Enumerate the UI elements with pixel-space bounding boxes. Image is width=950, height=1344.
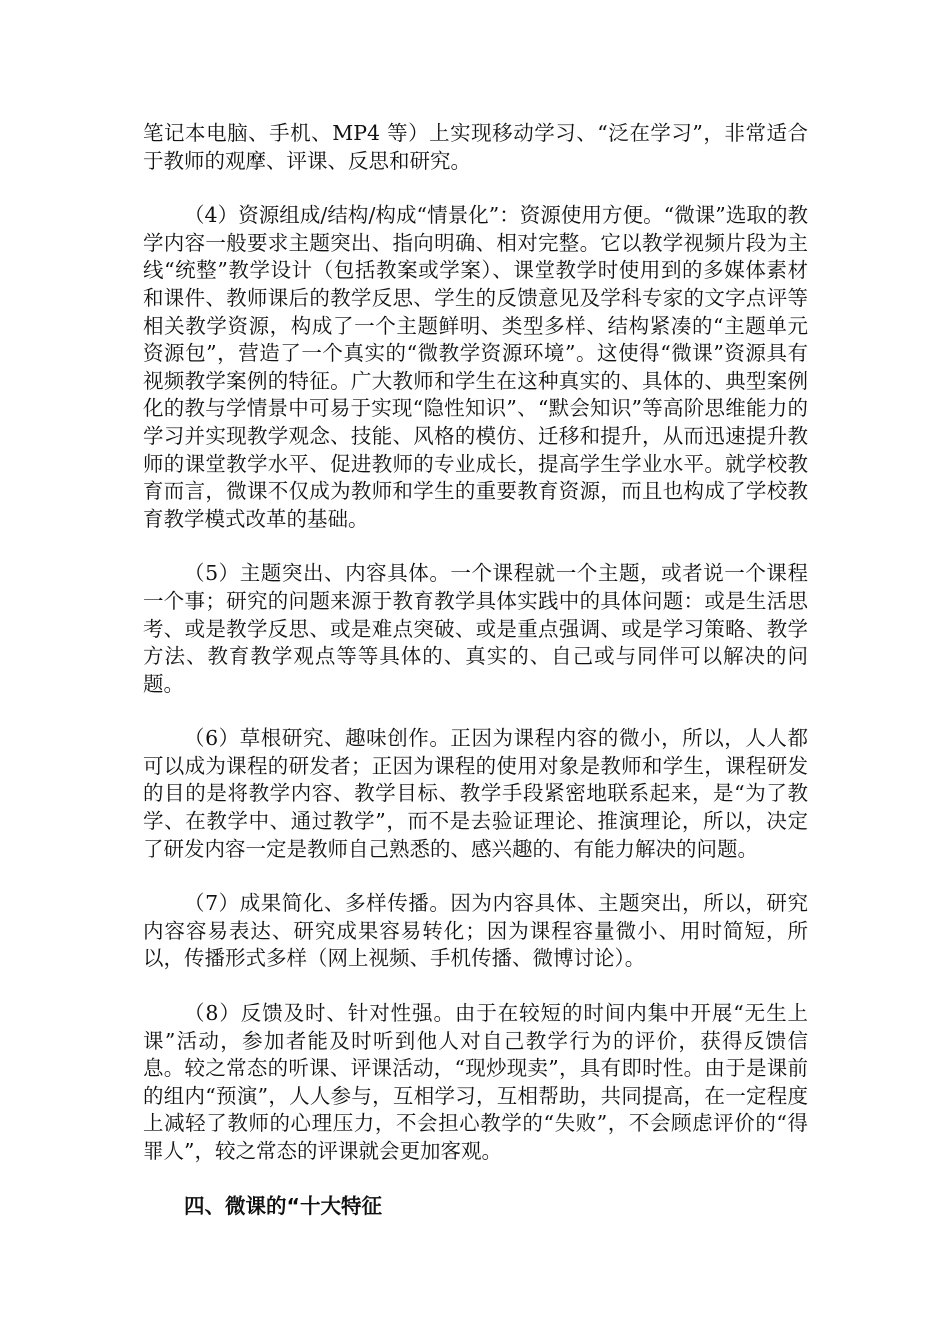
document-body — [143, 120, 808, 1220]
paragraph-item-5-topic: （5）主题突出、内容具体。一个课程就一个主题，或者说一个课程一个事；研究的问题来源于教育教学具体实践中的具体问题：或是生活思考、或是教学反思、或是难点突破、或是重点强调、或是学习策略、教学方法、教育教学观点等等具体的、真实的、自己或与同伴可以解决的问题。 — [143, 561, 808, 696]
section-heading: 四、微课的“十大特征 — [184, 1193, 382, 1218]
paragraph-continuation: 笔记本电脑、手机、MP4 等）上实现移动学习、“泛在学习”，非常适合于教师的观摩、评课、反思和研究。 — [143, 121, 808, 173]
paragraph-item-8-feedback: （8）反馈及时、针对性强。由于在较短的时间内集中开展“无生上课”活动，参加者能及时听到他人对自己教学行为的评价，获得反馈信息。较之常态的听课、评课活动，“现炒现卖”，具有即时性。由于是课前的组内“预演”，人人参与，互相学习，互相帮助，共同提高，在一定程度上减轻了教师的心理压力，不会担心教学的“失败”，不会顾虑评价的“得罪人”，较之常态的评课就会更加客观。 — [143, 1001, 808, 1163]
paragraph-item-7-results: （7）成果简化、多样传播。因为内容具体、主题突出，所以，研究内容容易表达、研究成果容易转化；因为课程容量微小、用时简短，所以，传播形式多样（网上视频、手机传播、微博讨论）。 — [143, 891, 808, 971]
paragraph-item-6-grassroots: （6）草根研究、趣味创作。正因为课程内容的微小，所以，人人都可以成为课程的研发者；正因为课程的使用对象是教师和学生，课程研发的目的是将教学内容、教学目标、教学手段紧密地联系起来，是“为了教学、在教学中、通过教学”，而不是去验证理论、推演理论，所以，决定了研发内容一定是教师自己熟悉的、感兴趣的、有能力解决的问题。 — [143, 726, 808, 861]
paragraph-item-4-resources: （4）资源组成/结构/构成“情景化”：资源使用方便。“微课”选取的教学内容一般要求主题突出、指向明确、相对完整。它以教学视频片段为主线“统整”教学设计（包括教案或学案）、课堂教学时使用到的多媒体素材和课件、教师课后的教学反思、学生的反馈意见及学科专家的文字点评等相关教学资源，构成了一个主题鲜明、类型多样、结构紧凑的“主题单元资源包”，营造了一个真实的“微教学资源环境”。这使得“微课”资源具有视频教学案例的特征。广大教师和学生在这种真实的、具体的、典型案例化的教与学情景中可易于实现“隐性知识”、“默会知识”等高阶思维能力的学习并实现教学观念、技能、风格的模仿、迁移和提升，从而迅速提升教师的课堂教学水平、促进教师的专业成长，提高学生学业水平。就学校教育而言，微课不仅成为教师和学生的重要教育资源，而且也构成了学校教育教学模式改革的基础。 — [143, 203, 808, 531]
